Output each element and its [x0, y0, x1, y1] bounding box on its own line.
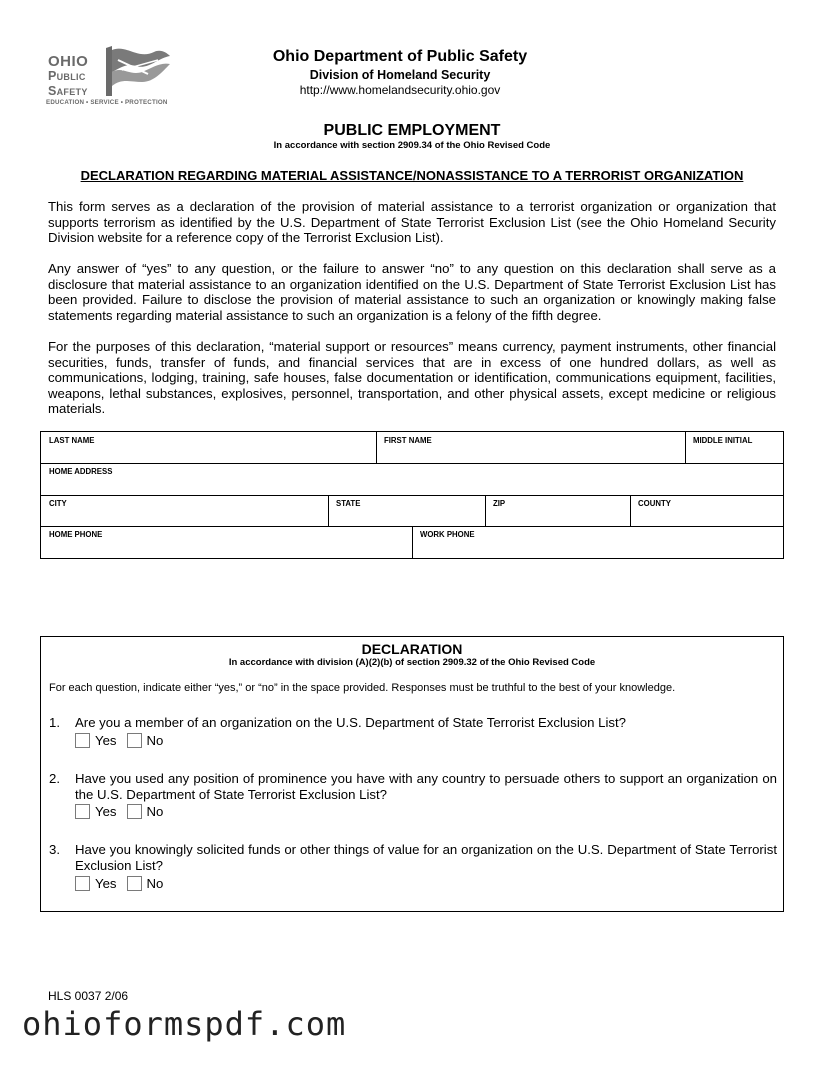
no-label: No: [146, 733, 164, 748]
logo-ohio-text: OHIO: [48, 53, 89, 70]
declaration-instructions: For each question, indicate either “yes,” or “no” in the space provided. Responses must be truthful to the best of your knowledge.: [49, 682, 676, 694]
checkbox[interactable]: [127, 876, 142, 891]
q1-yes-option[interactable]: [75, 733, 117, 748]
checkbox[interactable]: [75, 733, 90, 748]
form-subtitle: In accordance with section 2909.34 of the Ohio Revised Code: [273, 140, 551, 151]
zip-field[interactable]: ZIP: [493, 499, 506, 508]
flag-icon: [98, 46, 173, 98]
question-3-options: [75, 876, 173, 891]
declaration-box: [40, 636, 784, 912]
disclosure-paragraph: Any answer of “yes” to any question, or the failure to answer “no” to any question on this declaration shall serve as a disclosure that material assistance to an organization identified on the U.S. Department of State Terrorist Exclusion List has been provided. Failure to disclose the provision of material assistance to such an organization or knowingly making false statements regarding material assistance to such an organization is a felony of the fifth degree.: [48, 261, 776, 323]
checkbox[interactable]: [127, 804, 142, 819]
ohio-public-safety-logo: [46, 44, 181, 110]
logo-wordmark: [48, 54, 88, 99]
checkbox[interactable]: [127, 733, 142, 748]
form-title: PUBLIC EMPLOYMENT: [323, 122, 501, 139]
watermark: ohioformspdf.com: [22, 1005, 347, 1043]
city-field[interactable]: CITY: [49, 499, 67, 508]
q2-no-option[interactable]: [127, 804, 164, 819]
declaration-heading: DECLARATION REGARDING MATERIAL ASSISTANCE/NONASSISTANCE TO A TERRORIST ORGANIZATION: [80, 168, 744, 183]
yes-label: Yes: [95, 804, 117, 819]
question-text: Are you a member of an organization on the U.S. Department of State Terrorist Exclusion List?: [75, 715, 626, 730]
work-phone-field[interactable]: WORK PHONE: [420, 530, 475, 539]
logo-tagline: EDUCATION • SERVICE • PROTECTION: [46, 99, 168, 106]
q1-no-option[interactable]: [127, 733, 164, 748]
declaration-subtitle: In accordance with division (A)(2)(b) of section 2909.32 of the Ohio Revised Code: [228, 657, 596, 668]
question-number: 1.: [49, 715, 60, 730]
definition-paragraph: For the purposes of this declaration, “material support or resources” means currency, payment instruments, other financial securities, funds, transfer of funds, and financial services that are in excess of one hundred dollars, as well as communications, lodging, training, safe houses, false documentation or identification, communications equipment, facilities, weapons, lethal substances, explosives, personnel, transportation, and other physical assets, except medicine or religious materials.: [48, 339, 776, 416]
checkbox[interactable]: [75, 876, 90, 891]
home-address-field[interactable]: HOME ADDRESS: [49, 467, 113, 476]
personal-info-grid: [40, 431, 784, 559]
last-name-field[interactable]: LAST NAME: [49, 436, 95, 445]
q3-no-option[interactable]: [127, 876, 164, 891]
first-name-field[interactable]: FIRST NAME: [384, 436, 432, 445]
home-phone-field[interactable]: HOME PHONE: [49, 530, 103, 539]
logo-safety-text: Safety: [48, 84, 88, 98]
middle-initial-field[interactable]: MIDDLE INITIAL: [693, 436, 753, 445]
intro-paragraph: This form serves as a declaration of the provision of material assistance to a terrorist organization or organization that supports terrorism as identified by the U.S. Department of State Terrorist Exclusion List (see the Ohio Homeland Security Division website for a reference copy of the Terrorist Exclusion List).: [48, 199, 776, 245]
county-field[interactable]: COUNTY: [638, 499, 671, 508]
no-label: No: [146, 876, 164, 891]
logo-public-text: Public: [48, 69, 86, 83]
yes-label: Yes: [95, 876, 117, 891]
question-number: 3.: [49, 842, 60, 857]
question-number: 2.: [49, 771, 60, 786]
division-name: Division of Homeland Security: [309, 68, 491, 82]
q2-yes-option[interactable]: [75, 804, 117, 819]
declaration-title: DECLARATION: [361, 641, 463, 657]
q3-yes-option[interactable]: [75, 876, 117, 891]
yes-label: Yes: [95, 733, 117, 748]
question-1-options: [75, 733, 173, 748]
question-text: Have you knowingly solicited funds or other things of value for an organization on the U.S. Department of State Terrorist Exclusion List?: [75, 842, 777, 873]
form-number: HLS 0037 2/06: [48, 989, 129, 1003]
no-label: No: [146, 804, 164, 819]
question-2-options: [75, 804, 173, 819]
checkbox[interactable]: [75, 804, 90, 819]
department-name: Ohio Department of Public Safety: [272, 48, 528, 65]
question-text: Have you used any position of prominence you have with any country to persuade others to support an organization on the U.S. Department of State Terrorist Exclusion List?: [75, 771, 777, 802]
website-url[interactable]: http://www.homelandsecurity.ohio.gov: [299, 83, 501, 97]
state-field[interactable]: STATE: [336, 499, 361, 508]
